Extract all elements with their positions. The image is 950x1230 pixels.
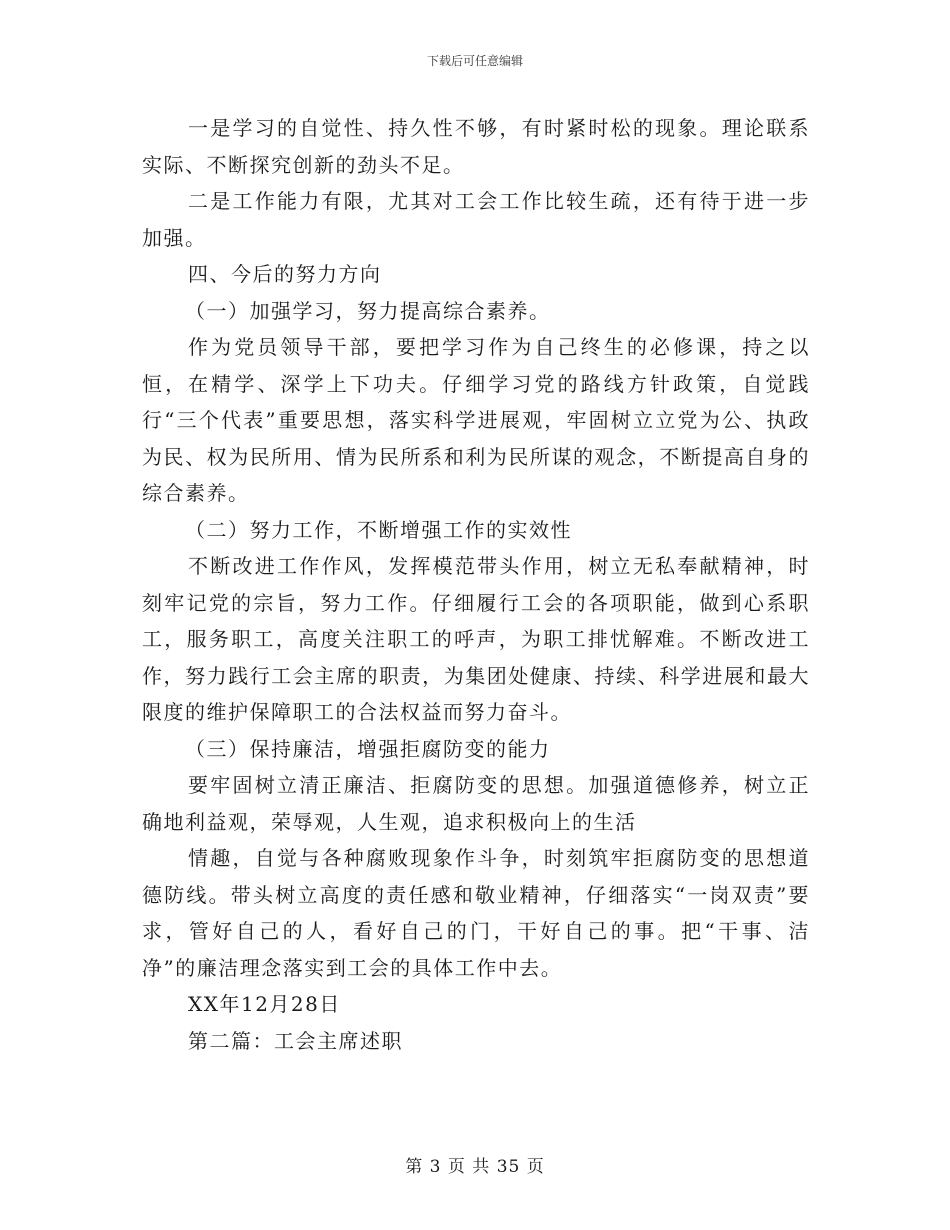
section-heading-future-direction: 四、今后的努力方向: [188, 262, 382, 286]
document-body: [142, 110, 810, 1059]
page-header: 下载后可任意编辑: [426, 54, 523, 68]
paragraph-learning-issue: 一是学习的自觉性、持久性不够，有时紧时松的现象。理论联系实际、不断探究创新的劲头不足。: [142, 116, 810, 177]
paragraph-integrity-continued: 情趣，自觉与各种腐败现象作斗争，时刻筑牢拒腐防变的思想道德防线。带头树立高度的责任感和敬业精神，仔细落实“一岗双责”要求，管好自己的人，看好自己的门，干好自己的事。把“干事、洁净”的廉洁理念落实到工会的具体工作中去。: [142, 846, 810, 980]
paragraph-integrity-plan: 要牢固树立清正廉洁、拒腐防变的思想。加强道德修养，树立正确地利益观，荣辱观，人生观，追求积极向上的生活: [142, 773, 810, 834]
document-date: XX年12月28日: [188, 992, 341, 1016]
paragraph-work-plan: 不断改进工作作风，发挥模范带头作用，树立无私奉献精神，时刻牢记党的宗旨，努力工作。仔细履行工会的各项职能，做到心系职工，服务职工，高度关注职工的呼声，为职工排忧解难。不断改进工作，努力践行工会主席的职责，为集团处健康、持续、科学进展和最大限度的维护保障职工的合法权益而努力奋斗。: [142, 554, 810, 724]
subheading-strengthen-learning: （一）加强学习，努力提高综合素养。: [185, 298, 551, 323]
paragraph-ability-issue: 二是工作能力有限，尤其对工会工作比较生疏，还有待于进一步加强。: [142, 189, 810, 250]
page-number-footer: 第 3 页 共 35 页: [405, 1157, 545, 1177]
subheading-work-effectiveness: （二）努力工作，不断增强工作的实效性: [185, 517, 572, 542]
next-article-title: 第二篇：工会主席述职: [188, 1028, 403, 1053]
subheading-integrity: （三）保持廉洁，增强拒腐防变的能力: [185, 736, 551, 761]
paragraph-learning-plan: 作为党员领导干部，要把学习作为自己终生的必修课，持之以恒，在精学、深学上下功夫。仔细学习党的路线方针政策，自觉践行“三个代表”重要思想，落实科学进展观，牢固树立立党为公、执政为民、权为民所用、情为民所系和利为民所谋的观念，不断提高自身的综合素养。: [142, 335, 810, 505]
